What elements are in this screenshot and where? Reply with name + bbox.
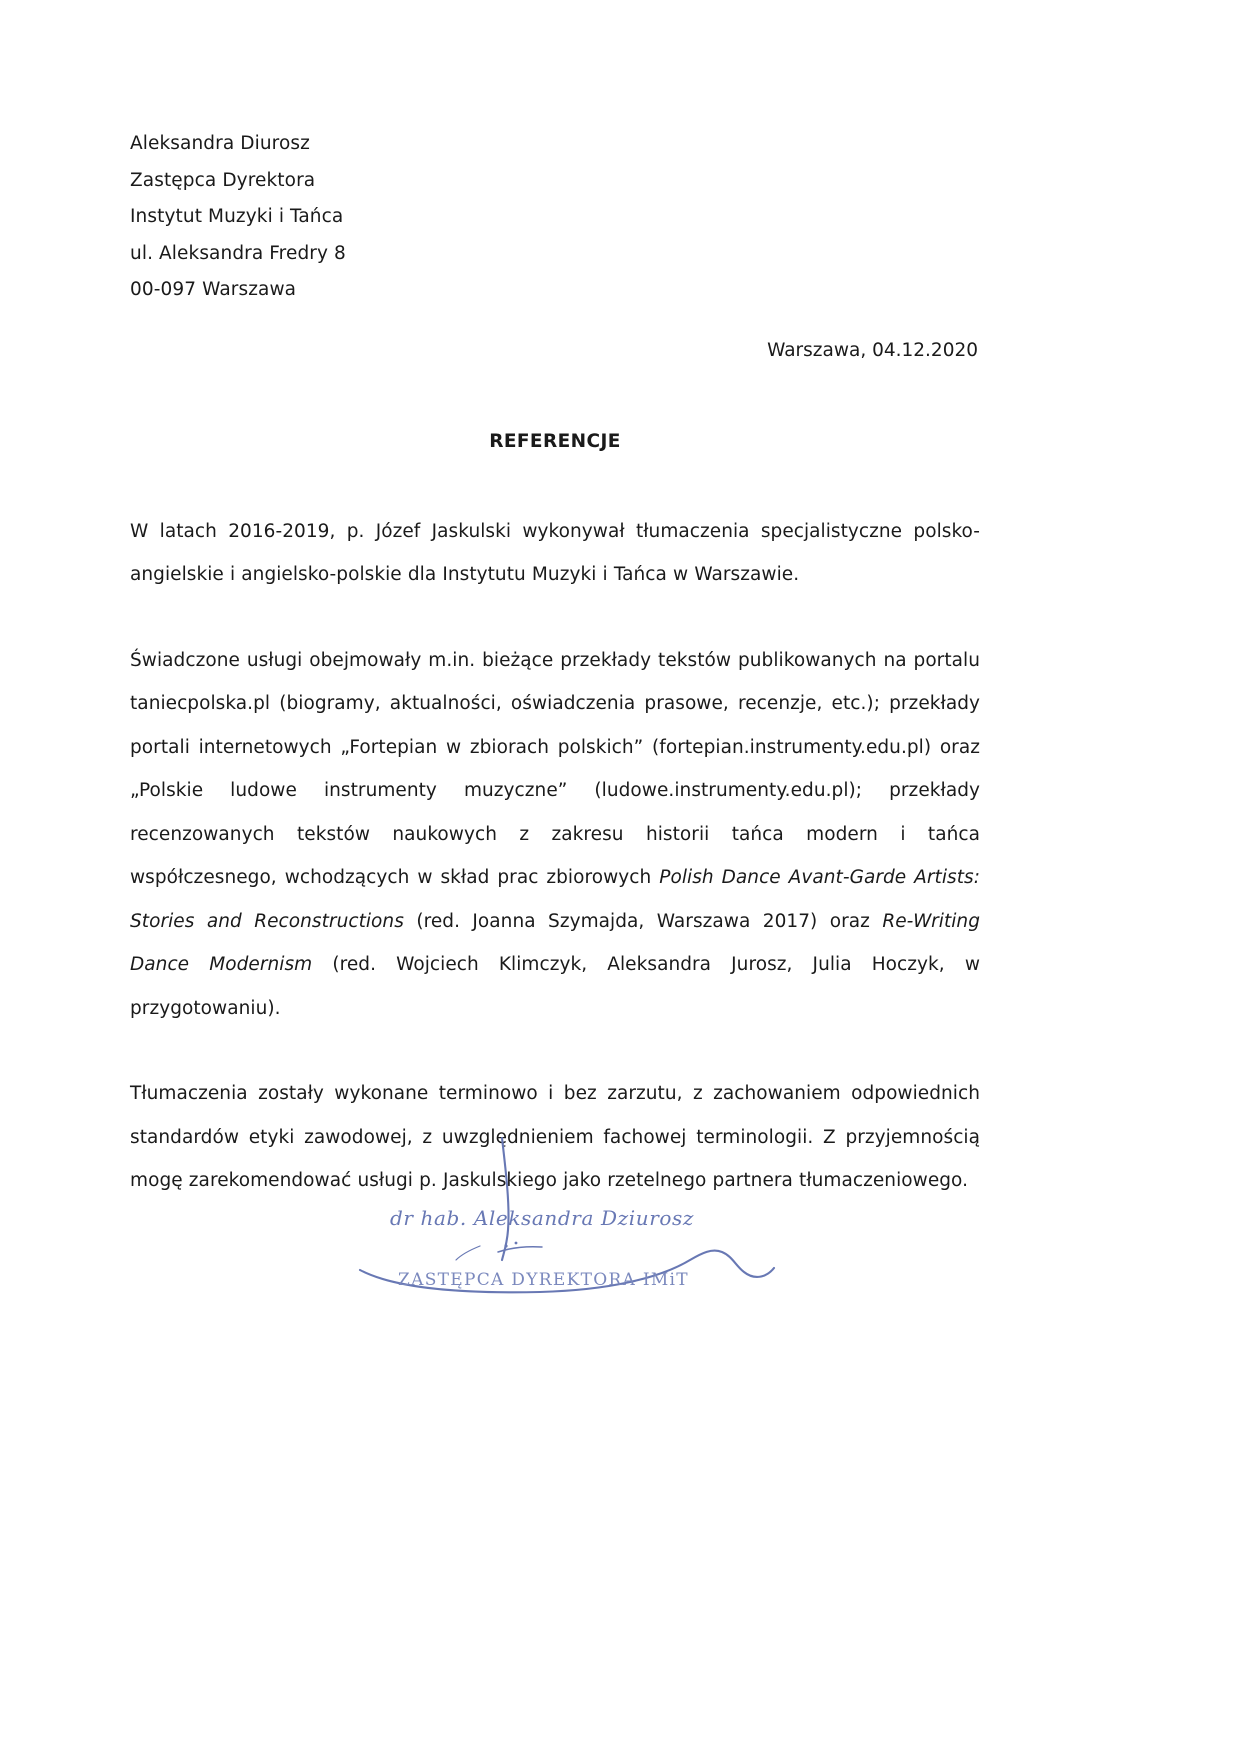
paragraph-recommendation: Tłumaczenia zostały wykonane terminowo i bez zarzutu, z zachowaniem odpowiednich standardów etyki zawodowej, z uwzględnieniem fachowej terminologii. Z przyjemnością mogę zarekomendować usługi p. Jaskulskiego jako rzetelnego partnera tłumaczeniowego.	[130, 1083, 980, 1191]
stamp-signer-role: ZASTĘPCA DYREKTORA IMiT	[398, 1270, 689, 1290]
sender-address-line-name: Aleksandra Diurosz	[130, 133, 310, 154]
document-title: REFERENCJE	[489, 430, 621, 452]
sender-address-line-city: 00-097 Warszawa	[130, 279, 297, 300]
book-title-polish-dance-avant-garde: Polish Dance Avant-Garde Artists: Stories and Reconstructions	[130, 867, 980, 932]
signature-stamp	[330, 1120, 890, 1340]
sender-address-line-institution: Instytut Muzyki i Tańca	[130, 206, 344, 227]
sender-address-block	[130, 126, 980, 309]
place-and-date: Warszawa, 04.12.2020	[767, 339, 978, 361]
book-title-re-writing-dance-modernism: Re-Writing Dance Modernism	[130, 910, 981, 975]
sender-address-line-position: Zastępca Dyrektora	[130, 169, 316, 191]
document-content	[130, 126, 980, 1203]
services-text-part-1: Świadczone usługi obejmowały m.in. bieżące przekłady tekstów publikowanych na portalu taniecpolska.pl (biogramy, aktualności, oświadczenia prasowe, recenzje, etc.); przekłady portali internetowych „Fortepian w zbiorach polskich” (fortepian.instrumenty.edu.pl) oraz „Polskie ludowe instrumenty muzyczne” (ludowe.instrumenty.edu.pl); przekłady recenzowanych tekstów naukowych z zakresu historii tańca modern i tańca współczesnego, wchodzących w skład prac zbiorowych	[130, 649, 980, 888]
paragraph-intro: W latach 2016-2019, p. Józef Jaskulski wykonywał tłumaczenia specjalistyczne polsko-angielskie i angielsko-polskie dla Instytutu Muzyki i Tańca w Warszawie.	[130, 520, 980, 585]
services-text-part-2: (red. Joanna Szymajda, Warszawa 2017) oraz	[403, 910, 883, 932]
services-text-part-3: (red. Wojciech Klimczyk, Aleksandra Jurosz, Julia Hoczyk, w przygotowaniu).	[130, 954, 981, 1019]
stamp-signer-name: dr hab. Aleksandra Dziurosz	[390, 1206, 695, 1230]
sender-address-line-street: ul. Aleksandra Fredry 8	[130, 242, 346, 264]
paragraph-services	[130, 639, 980, 1031]
document-body	[130, 510, 980, 1203]
signature-flourish-icon	[330, 1120, 890, 1340]
